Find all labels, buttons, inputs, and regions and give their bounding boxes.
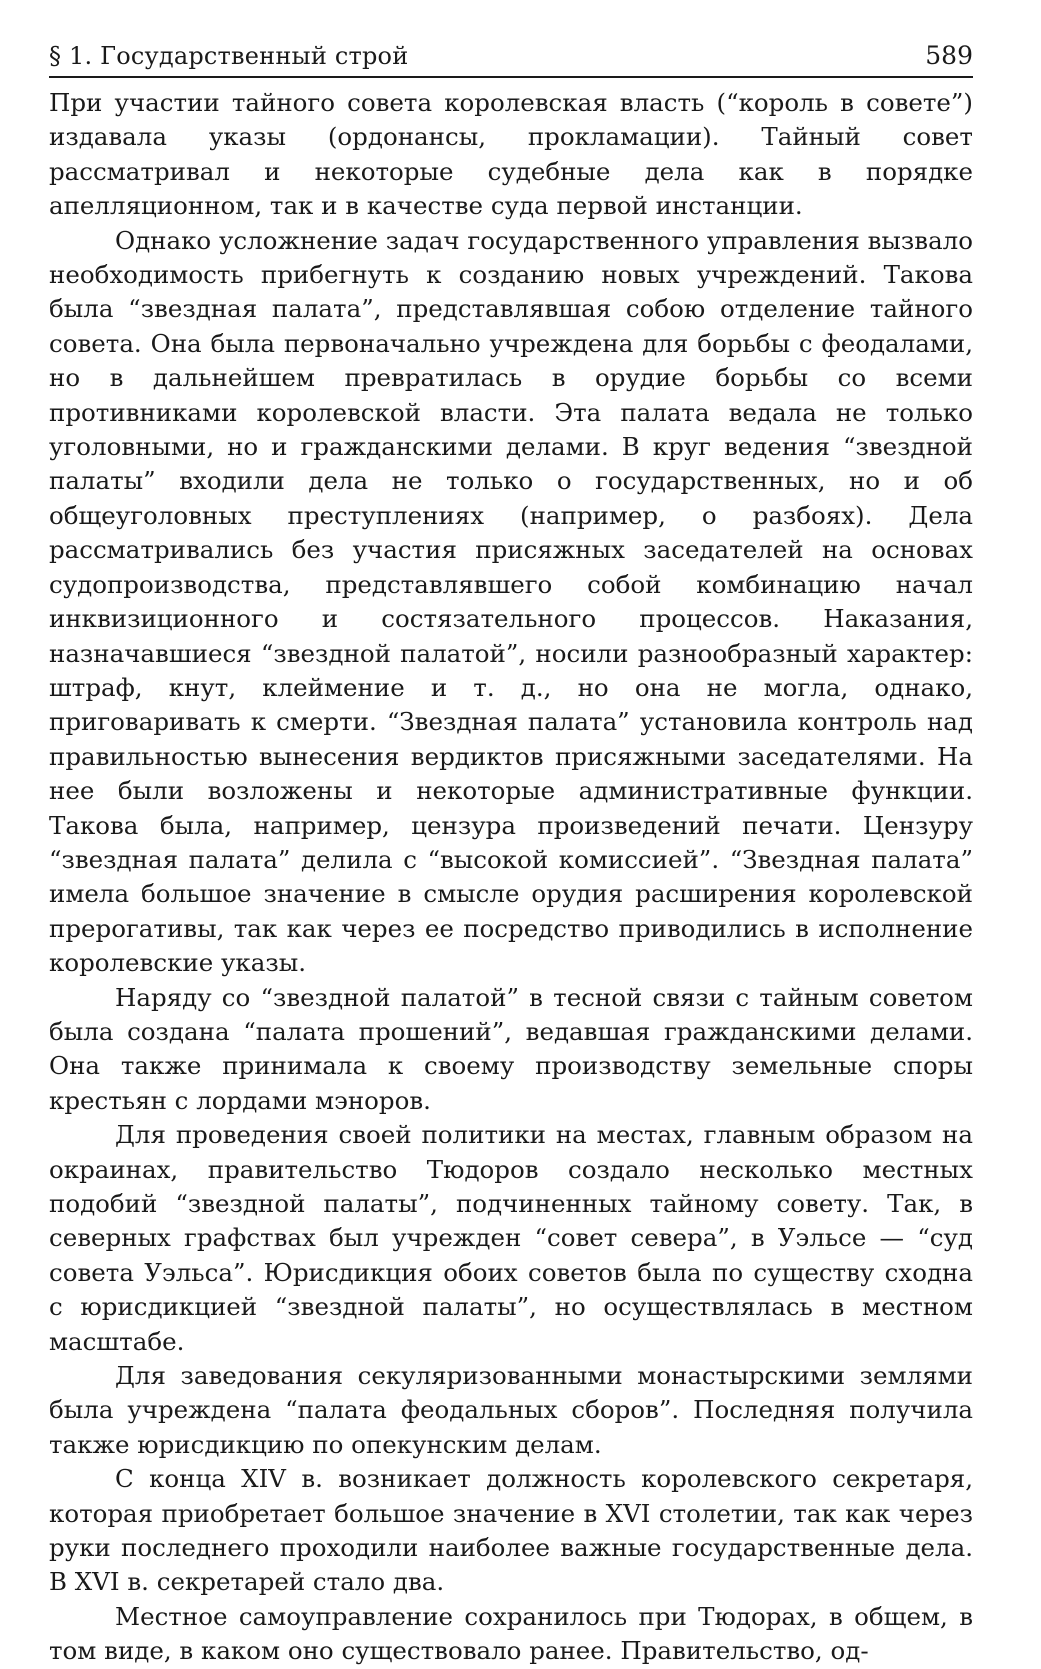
- body-text: [49, 86, 973, 1669]
- page-number: 589: [925, 41, 973, 70]
- section-title: § 1. Государственный строй: [49, 42, 409, 70]
- paragraph-7: Местное самоуправление сохранилось при Тюдорах, в общем, в том виде, в каком оно существовало ранее. Правительство, од-: [49, 1601, 973, 1666]
- book-page: [49, 40, 973, 1669]
- paragraph-1: При участии тайного совета королевская власть (“король в совете”) издавала указы (ордонансы, прокламации). Тайный совет рассматривал и некоторые судебные дела как в порядке апелляционном, так и в качестве суда первой инстанции.: [49, 88, 973, 221]
- paragraph-3: Наряду со “звездной палатой” в тесной связи с тайным советом была создана “палата прошений”, ведавшая гражданскими делами. Она также принимала к своему производству земельные споры крестьян с лордами мэноров.: [49, 982, 973, 1115]
- paragraph-4: Для проведения своей политики на местах, главным образом на окраинах, правительство Тюдоров создало несколько местных подобий “звездной палаты”, подчиненных тайному совету. Так, в северных графствах был учрежден “совет севера”, в Уэльсе — “суд совета Уэльса”. Юрисдикция обоих советов была по существу сходна с юрисдикцией “звездной палаты”, но осуществлялась в местном масштабе.: [49, 1120, 973, 1356]
- paragraph-5: Для заведования секуляризованными монастырскими землями была учреждена “палата феодальных сборов”. Последняя получила также юрисдикцию по опекунским делам.: [49, 1361, 973, 1459]
- running-head: [49, 40, 973, 78]
- paragraph-6: С конца XIV в. возникает должность королевского секретаря, которая приобретает большое значение в XVI столетии, так как через руки последнего проходили наиболее важные государственные дела. В XVI в. секретарей стало два.: [49, 1464, 973, 1597]
- paragraph-2: Однако усложнение задач государственного управления вызвало необходимость прибегнуть к созданию новых учреждений. Такова была “звездная палата”, представлявшая собою отделение тайного совета. Она была первоначально учреждена для борьбы с феодалами, но в дальнейшем превратилась в орудие борьбы со всеми противниками королевской власти. Эта палата ведала не только уголовными, но и гражданскими делами. В круг ведения “звездной палаты” входили дела не только о государственных, но и об общеуголовных преступлениях (например, о разбоях). Дела рассматривались без участия присяжных заседателей на основах судопроизводства, представлявшего собой комбинацию начал инквизиционного и состязательного процессов. Наказания, назначавшиеся “звездной палатой”, носили разнообразный характер: штраф, кнут, клеймение и т. д., но она не могла, однако, приговаривать к смерти. “Звездная палата” установила контроль над правильностью вынесения вердиктов присяжными заседателями. На нее были возложены и некоторые административные функции. Такова была, например, цензура произведений печати. Цензуру “звездная палата” делила с “высокой комиссией”. “Звездная палата” имела большое значение в смысле орудия расширения королевской прерогативы, так как через ее посредство приводились в исполнение королевские указы.: [49, 225, 973, 978]
